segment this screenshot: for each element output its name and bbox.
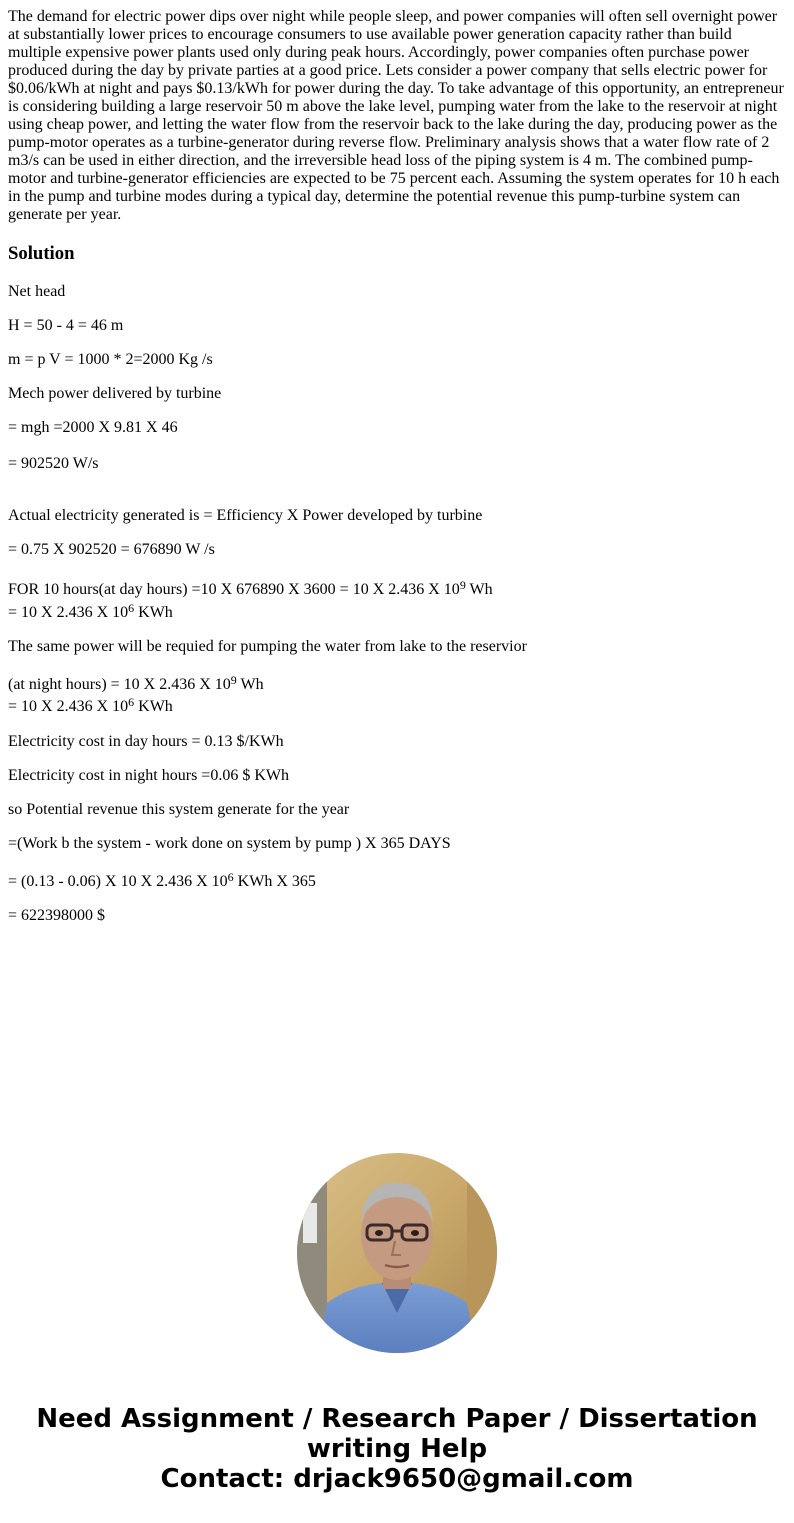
result-value: = 622398000 $ bbox=[8, 907, 106, 924]
same-power-label: The same power will be requied for pumping the water from lake to the reservior bbox=[8, 638, 527, 655]
footer-line-2: writing Help bbox=[306, 1434, 488, 1464]
day-hours-kwh: = 10 X 2.436 X $10^6$ KWh bbox=[8, 600, 173, 621]
problem-statement: The demand for electric power dips over night while people sleep, and power companies will often sell overnight power at substantially lower prices to encourage consumers to use available power generation capacity rather than build multiple expensive power plants used only during peak hours. Accordingly, power companies often purchase power produced during the day by private parties at a good price. Lets consider a power company that sells electric power for $0.06/kWh at night and pays $0.13/kWh for power during the day. To take advantage of this opportunity, an entrepreneur is considering building a large reservoir 50 m above the lake level, pumping water from the lake to the reservoir at night using cheap power, and letting the water flow from the reservoir back to the lake during the day, producing power as the pump-motor operates as a turbine-generator during reverse flow. Preliminary analysis shows that a water flow rate of 2 m3/s can be used in either direction, and the irreversible head loss of the piping system is 4 m. The combined pump-motor and turbine-generator efficiencies are expected to be 75 percent each. Assuming the system operates for 10 h each in the pump and turbine modes during a typical day, determine the potential revenue this pump-turbine system can generate per year. bbox=[8, 8, 784, 223]
head-equation: H = 50 - 4 = 46 m bbox=[8, 317, 124, 334]
mass-flow-equation: m = p V = 1000 * 2=2000 Kg /s bbox=[8, 351, 213, 368]
avatar bbox=[297, 1153, 497, 1353]
person-portrait-icon bbox=[297, 1153, 497, 1353]
footer-line-1: Need Assignment / Research Paper / Dissertation bbox=[36, 1404, 758, 1434]
solution-heading: Solution bbox=[8, 243, 75, 264]
mgh-equation: = mgh =2000 X 9.81 X 46 bbox=[8, 419, 178, 436]
footer-line-3: Contact: drjack9650@gmail.com bbox=[160, 1464, 634, 1494]
power-value: = 902520 W/s bbox=[8, 455, 99, 472]
cost-day: Electricity cost in day hours = 0.13 $/KWh bbox=[8, 733, 284, 750]
night-hours-kwh: = 10 X 2.436 X $10^6$ KWh bbox=[8, 694, 173, 715]
footer-contact bbox=[0, 1404, 794, 1494]
efficiency-equation: = 0.75 X 902520 = 676890 W /s bbox=[8, 541, 215, 558]
revenue-label: so Potential revenue this system generate for the year bbox=[8, 801, 350, 818]
mech-power-label: Mech power delivered by turbine bbox=[8, 385, 222, 402]
revenue-equation: = (0.13 - 0.06) X 10 X 2.436 X $10^6$ KWh X 365 bbox=[8, 869, 316, 890]
actual-electricity-label: Actual electricity generated is = Efficiency X Power developed by turbine bbox=[8, 507, 483, 524]
document bbox=[8, 8, 786, 924]
net-head-label: Net head bbox=[8, 283, 66, 300]
cost-night: Electricity cost in night hours =0.06 $ KWh bbox=[8, 767, 289, 784]
night-hours-wh: (at night hours) = 10 X 2.436 X $10^9$ Wh bbox=[8, 672, 264, 693]
work-equation: =(Work b the system - work done on system by pump ) X 365 DAYS bbox=[8, 835, 451, 852]
day-hours-wh: FOR 10 hours(at day hours) =10 X 676890 X 3600 = 10 X 2.436 X $10^9$ Wh bbox=[8, 577, 493, 598]
